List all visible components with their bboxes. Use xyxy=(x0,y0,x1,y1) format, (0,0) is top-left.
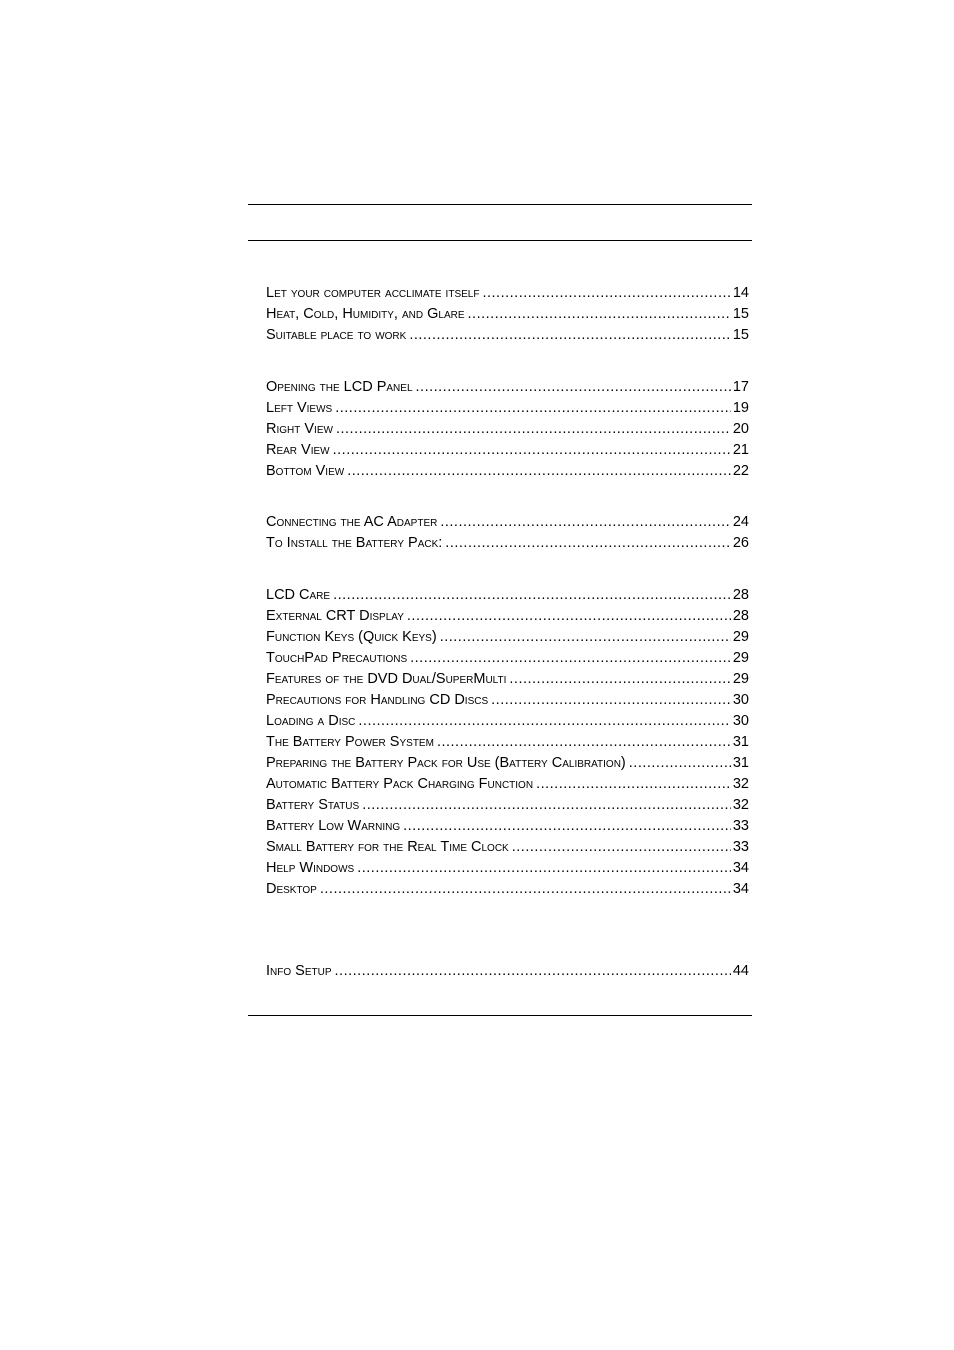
toc-entry-label: Heat, Cold, Humidity, and Glare xyxy=(266,306,465,322)
toc-entry-page: 33 xyxy=(732,818,749,834)
toc-entry-label: TouchPad Precautions xyxy=(266,650,408,666)
toc-entry[interactable] xyxy=(266,440,749,461)
toc-entry[interactable] xyxy=(266,398,749,419)
toc-entry-label: Preparing the Battery Pack for Use (Battery Calibration) xyxy=(266,755,626,771)
toc-entry-page: 29 xyxy=(732,671,749,687)
toc-entry-label: Opening the LCD Panel xyxy=(266,379,413,395)
toc-entry-label: Left Views xyxy=(266,400,333,416)
toc-entry-label: Suitable place to work xyxy=(266,327,407,343)
toc-entry-label: Automatic Battery Pack Charging Function xyxy=(266,776,534,792)
toc-entry-page: 32 xyxy=(732,776,749,792)
toc-entry-page: 30 xyxy=(732,692,749,708)
toc-group-environment xyxy=(266,283,749,346)
toc-entry-page: 17 xyxy=(732,379,749,395)
toc-entry-page: 29 xyxy=(732,650,749,666)
toc-entry[interactable] xyxy=(266,816,749,837)
toc-entry[interactable] xyxy=(266,325,749,346)
toc-entry[interactable] xyxy=(266,961,749,982)
toc-entry-page: 34 xyxy=(732,881,749,897)
toc-entry[interactable] xyxy=(266,879,749,900)
toc-entry-label: LCD Care xyxy=(266,587,331,603)
toc-entry[interactable] xyxy=(266,377,749,398)
toc-entry-page: 44 xyxy=(732,963,749,979)
toc-entry-label: Bottom View xyxy=(266,463,345,479)
toc-entry[interactable] xyxy=(266,753,749,774)
bottom-rule xyxy=(248,1015,752,1016)
toc-entry-page: 33 xyxy=(732,839,749,855)
dot-leader xyxy=(357,858,731,879)
dot-leader xyxy=(491,690,731,711)
toc-entry[interactable] xyxy=(266,669,749,690)
toc-entry-page: 20 xyxy=(732,421,749,437)
dot-leader xyxy=(336,419,731,440)
toc-entry-label: The Battery Power System xyxy=(266,734,434,750)
toc-entry-page: 28 xyxy=(732,608,749,624)
toc-entry-page: 24 xyxy=(732,514,749,530)
toc-entry[interactable] xyxy=(266,585,749,606)
toc-group-setup xyxy=(266,961,749,982)
toc-entry[interactable] xyxy=(266,512,749,533)
toc-entry-label: Info Setup xyxy=(266,963,332,979)
dot-leader xyxy=(440,627,731,648)
toc-entry-page: 32 xyxy=(732,797,749,813)
toc-entry[interactable] xyxy=(266,461,749,482)
toc-entry-page: 19 xyxy=(732,400,749,416)
toc-entry-page: 26 xyxy=(732,535,749,551)
dot-leader xyxy=(629,753,731,774)
toc-entry[interactable] xyxy=(266,858,749,879)
toc-entry-label: Features of the DVD Dual/SuperMulti xyxy=(266,671,507,687)
dot-leader xyxy=(416,377,731,398)
toc-entry[interactable] xyxy=(266,711,749,732)
toc-entry-label: Precautions for Handling CD Discs xyxy=(266,692,489,708)
toc-entry[interactable] xyxy=(266,648,749,669)
toc-entry[interactable] xyxy=(266,795,749,816)
dot-leader xyxy=(320,879,731,900)
dot-leader xyxy=(358,711,730,732)
toc-entry-label: Right View xyxy=(266,421,333,437)
toc-entry-label: Function Keys (Quick Keys) xyxy=(266,629,437,645)
dot-leader xyxy=(333,585,731,606)
toc-entry-page: 15 xyxy=(732,306,749,322)
toc-entry-page: 30 xyxy=(732,713,749,729)
toc-entry-label: Battery Status xyxy=(266,797,360,813)
toc-entry-page: 31 xyxy=(732,755,749,771)
dot-leader xyxy=(403,816,731,837)
toc-entry[interactable] xyxy=(266,837,749,858)
toc-entry-page: 29 xyxy=(732,629,749,645)
toc-entry-label: Let your computer acclimate itself xyxy=(266,285,480,301)
toc-entry[interactable] xyxy=(266,627,749,648)
toc-entry-page: 21 xyxy=(732,442,749,458)
toc-entry-label: Battery Low Warning xyxy=(266,818,401,834)
toc-entry-label: Rear View xyxy=(266,442,330,458)
dot-leader xyxy=(410,648,731,669)
dot-leader xyxy=(536,774,731,795)
header-rule xyxy=(248,240,752,241)
toc-entry-page: 28 xyxy=(732,587,749,603)
toc-entry-label: Help Windows xyxy=(266,860,355,876)
toc-entry[interactable] xyxy=(266,304,749,325)
dot-leader xyxy=(362,795,731,816)
toc-entry-page: 14 xyxy=(732,285,749,301)
dot-leader xyxy=(482,283,730,304)
toc-entry-label: Small Battery for the Real Time Clock xyxy=(266,839,509,855)
dot-leader xyxy=(445,533,731,554)
toc-group-operation xyxy=(266,585,749,900)
toc-entry-label: Desktop xyxy=(266,881,317,897)
dot-leader xyxy=(437,732,731,753)
toc-entry[interactable] xyxy=(266,283,749,304)
top-rule xyxy=(248,204,752,205)
toc-entry[interactable] xyxy=(266,606,749,627)
toc-entry-label: Loading a Disc xyxy=(266,713,356,729)
dot-leader xyxy=(347,461,731,482)
dot-leader xyxy=(409,325,731,346)
toc-entry-label: External CRT Display xyxy=(266,608,404,624)
toc-entry-page: 31 xyxy=(732,734,749,750)
toc-entry[interactable] xyxy=(266,732,749,753)
toc-entry-label: Connecting the AC Adapter xyxy=(266,514,438,530)
dot-leader xyxy=(512,837,731,858)
toc-entry[interactable] xyxy=(266,690,749,711)
toc-entry-label: To Install the Battery Pack: xyxy=(266,535,443,551)
dot-leader xyxy=(468,304,731,325)
dot-leader xyxy=(335,398,731,419)
toc-entry[interactable] xyxy=(266,774,749,795)
dot-leader xyxy=(509,669,730,690)
toc-entry-page: 34 xyxy=(732,860,749,876)
dot-leader xyxy=(335,961,731,982)
toc-group-power xyxy=(266,512,749,554)
toc-group-views xyxy=(266,377,749,482)
dot-leader xyxy=(333,440,731,461)
toc-entry[interactable] xyxy=(266,419,749,440)
toc-entry-page: 15 xyxy=(732,327,749,343)
dot-leader xyxy=(407,606,731,627)
dot-leader xyxy=(440,512,731,533)
toc-entry[interactable] xyxy=(266,533,749,554)
toc-entry-page: 22 xyxy=(732,463,749,479)
